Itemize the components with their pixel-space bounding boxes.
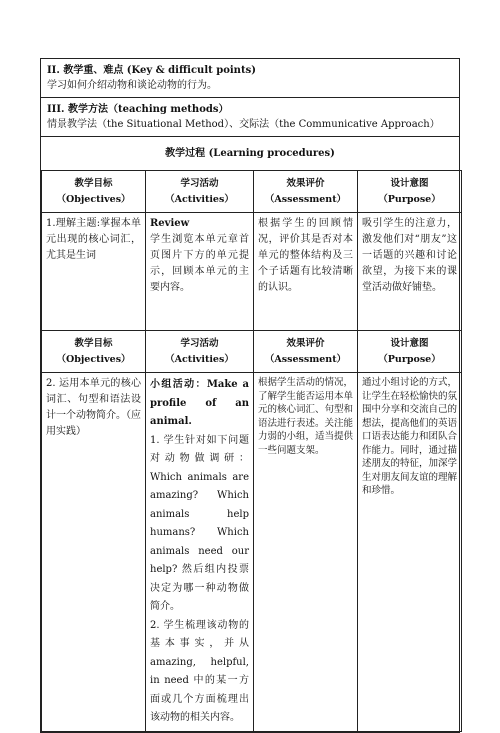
key-points-content: 学习如何介绍动物和谈论动物的行为。 [47,80,217,91]
row2-activity-p1: 1. 学生针对如下问题对动物做调研：Which animals are amazing? Which animals help humans? Which animals need our help? 然后组内投票决定为哪一种动物做简介。 [150,434,249,612]
row1-activity [146,213,254,331]
teaching-methods-content: 情景教学法（the Situational Method）、交际法（the Communicative Approach） [47,119,440,130]
row2-activity-title: 小组活动：Make a profile of an animal. [150,379,249,427]
header2-assessment-line1: 效果评价 [286,337,325,349]
table-header-row-1 [42,171,462,213]
header2-assessment [254,331,358,373]
section-key-points [41,59,459,98]
teaching-methods-heading: III. 教学方法（teaching methods） [47,104,229,115]
header2-activities: 学习活动（Activities） [146,331,254,373]
key-points-heading: II. 教学重、难点 (Key & difficult points) [47,65,256,76]
table-row [42,213,462,331]
row2-activity-p2: 2. 学生梳理该动物的基本事实，并从 amazing, helpful, in need 中的某一方面或几个方面梳理出该动物的相关内容。 [150,619,249,723]
section-teaching-methods [41,98,459,137]
header-assessment-line2: （Assessment） [264,193,347,205]
procedures-title: 教学过程 (Learning procedures) [165,148,335,159]
header2-assessment-line2: （Assessment） [264,353,347,365]
header-objectives: 教学目标（Objectives） [42,171,146,213]
table-header-row-2 [42,331,462,373]
row2-assessment: 根据学生活动的情况，了解学生能否运用本单元的核心词汇、句型和语法进行表述。关注能力弱的小组，适当提供一些问题支架。 [254,373,358,732]
header-assessment [254,171,358,213]
row1-assessment: 根据学生的回顾情况，评价其是否对本单元的整体结构及三个子话题有比较清晰的认识。 [254,213,358,331]
header2-objectives: 教学目标（Objectives） [42,331,146,373]
table-row [42,373,462,732]
row1-activity-title: Review [150,218,190,229]
row1-activity-body: 学生浏览本单元章首页图片下方的单元提示，回顾本单元的主要内容。 [150,234,249,293]
header2-purpose: 设计意图（Purpose） [358,331,462,373]
row1-purpose: 吸引学生的注意力，激发他们对“朋友”这一话题的兴趣和讨论欲望，为接下来的课堂活动做好铺垫。 [358,213,462,331]
procedures-table [41,170,462,732]
row2-activity [146,373,254,732]
row2-objective: 2. 运用本单元的核心词汇、句型和语法设计一个动物简介。（应用实践） [42,373,146,732]
row2-purpose: 通过小组讨论的方式，让学生在轻松愉快的氛围中分享和交流自己的想法，提高他们的英语口语表达能力和团队合作能力。同时，通过描述朋友的特征，加深学生对朋友间友谊的理解和珍惜。 [358,373,462,732]
lesson-plan-table [40,58,460,733]
header-assessment-line1: 效果评价 [286,177,325,189]
header-activities: 学习活动（Activities） [146,171,254,213]
row1-objective: 1.理解主题:掌握本单元出现的核心词汇，尤其是生词 [42,213,146,331]
header-purpose: 设计意图（Purpose） [358,171,462,213]
